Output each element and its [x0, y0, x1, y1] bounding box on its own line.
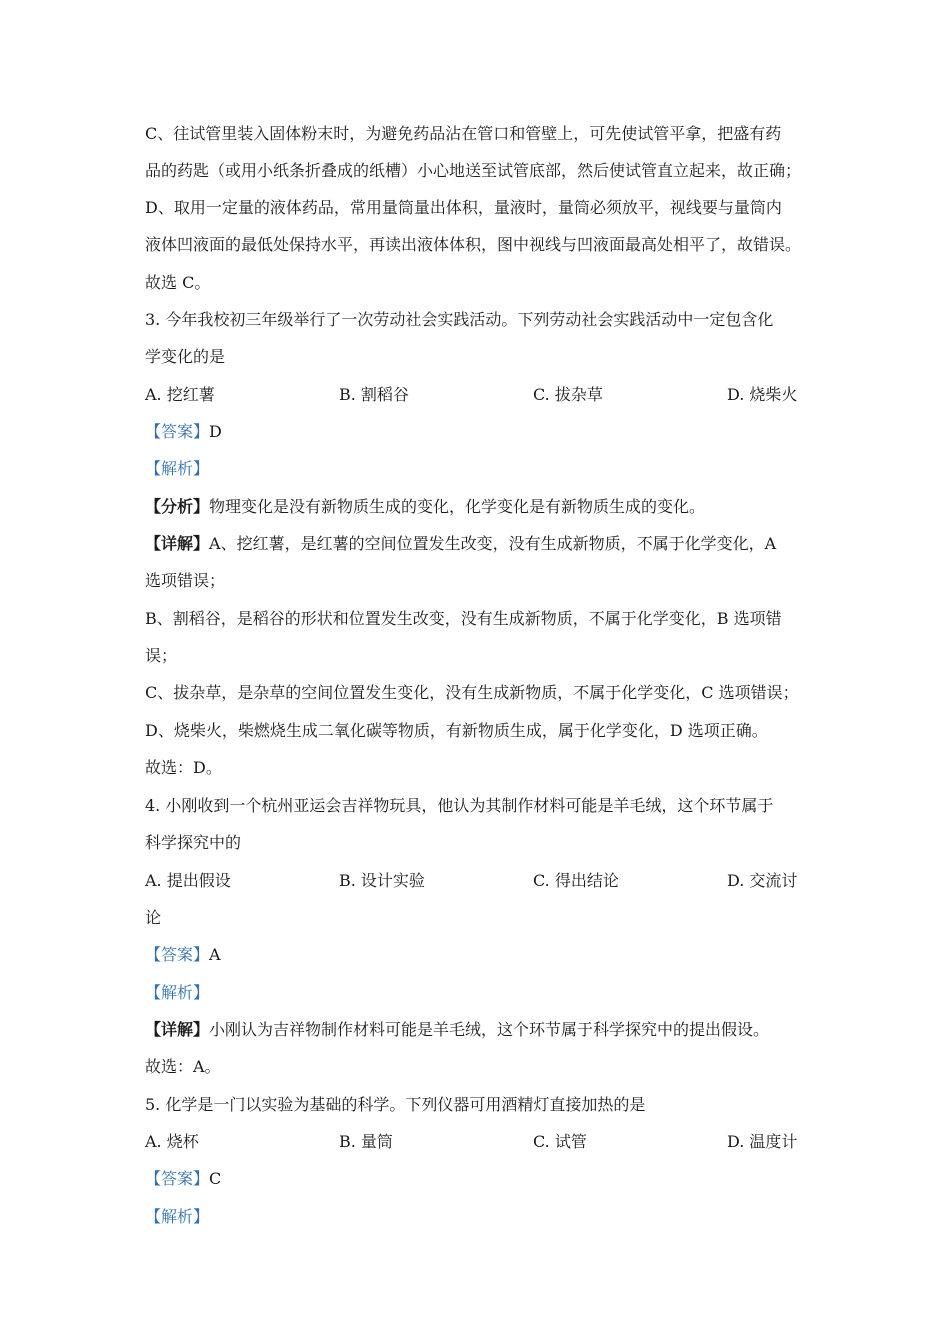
option-c: C. 得出结论: [533, 871, 619, 890]
analysis-tag: 【解析】: [145, 983, 210, 1002]
conclusion: 故选：D。: [145, 758, 222, 777]
text-line: 选项错误；: [145, 571, 226, 590]
fenxi-tag: 【分析】: [145, 497, 210, 516]
answer-value: C: [209, 1169, 222, 1188]
option-b: B. 量筒: [339, 1132, 393, 1151]
detail-tag: 【详解】: [145, 1020, 210, 1039]
detail-line: [145, 533, 776, 555]
option-a: A. 烧杯: [145, 1132, 199, 1151]
option-d: D. 烧柴火: [727, 385, 798, 404]
text-line: C、往试管里装入固体粉末时，为避免药品沾在管口和管壁上，可先使试管平拿，把盛有药: [145, 124, 782, 143]
question-5-stem: 5. 化学是一门以实验为基础的科学。下列仪器可用酒精灯直接加热的是: [145, 1095, 646, 1114]
question-4-stem-cont: 科学探究中的: [145, 833, 242, 852]
option-b: B. 设计实验: [339, 871, 425, 890]
text-line: 液体凹液面的最低处保持水平，再读出液体体积，图中视线与凹液面最高处相平了，故错误。: [145, 235, 802, 254]
answer-value: D: [209, 422, 222, 441]
text-line: C、拔杂草，是杂草的空间位置发生变化，没有生成新物质，不属于化学变化，C 选项错误；: [145, 683, 799, 702]
option-d: D. 温度计: [727, 1132, 798, 1151]
answer-line: [145, 1168, 221, 1190]
answer-tag: 【答案】: [145, 1169, 210, 1188]
fenxi-text: 物理变化是没有新物质生成的变化，化学变化是有新物质生成的变化。: [209, 497, 706, 516]
detail-text: 小刚认为吉祥物制作材料可能是羊毛绒，这个环节属于科学探究中的提出假设。: [209, 1020, 770, 1039]
answer-tag: 【答案】: [145, 945, 210, 964]
text-line: 故选 C。: [145, 273, 211, 292]
detail-a: A、挖红薯，是红薯的空间位置发生改变，没有生成新物质，不属于化学变化，A: [209, 534, 777, 553]
analysis-tag: 【解析】: [145, 1207, 210, 1226]
question-4-stem: 4. 小刚收到一个杭州亚运会吉祥物玩具，他认为其制作材料可能是羊毛绒，这个环节属于: [145, 796, 774, 815]
option-d-wrap: 论: [145, 908, 162, 927]
option-c: C. 拔杂草: [533, 385, 603, 404]
text-line: 品的药匙（或用小纸条折叠成的纸槽）小心地送至试管底部，然后使试管直立起来，故正确；: [145, 161, 802, 180]
option-c: C. 试管: [533, 1132, 587, 1151]
option-a: A. 提出假设: [145, 871, 231, 890]
option-a: A. 挖红薯: [145, 385, 215, 404]
fenxi-line: [145, 496, 705, 518]
answer-tag: 【答案】: [145, 422, 210, 441]
answer-line: [145, 944, 221, 966]
option-b: B. 割稻谷: [339, 385, 409, 404]
question-3-stem-cont: 学变化的是: [145, 347, 226, 366]
text-line: B、割稻谷，是稻谷的形状和位置发生改变，没有生成新物质，不属于化学变化，B 选项错: [145, 609, 782, 628]
conclusion: 故选：A。: [145, 1057, 221, 1076]
analysis-tag: 【解析】: [145, 459, 210, 478]
text-line: D、取用一定量的液体药品，常用量筒量出体积，量液时，量筒必须放平，视线要与量筒内: [145, 198, 782, 217]
answer-value: A: [209, 945, 221, 964]
option-d: D. 交流讨: [727, 871, 798, 890]
text-line: 误；: [145, 646, 178, 665]
text-line: D、烧柴火，柴燃烧生成二氧化碳等物质，有新物质生成，属于化学变化，D 选项正确。: [145, 721, 768, 740]
question-3-stem: 3. 今年我校初三年级举行了一次劳动社会实践活动。下列劳动社会实践活动中一定包含化: [145, 310, 774, 329]
detail-line: [145, 1019, 769, 1041]
detail-tag: 【详解】: [145, 534, 210, 553]
answer-line: [145, 421, 222, 443]
